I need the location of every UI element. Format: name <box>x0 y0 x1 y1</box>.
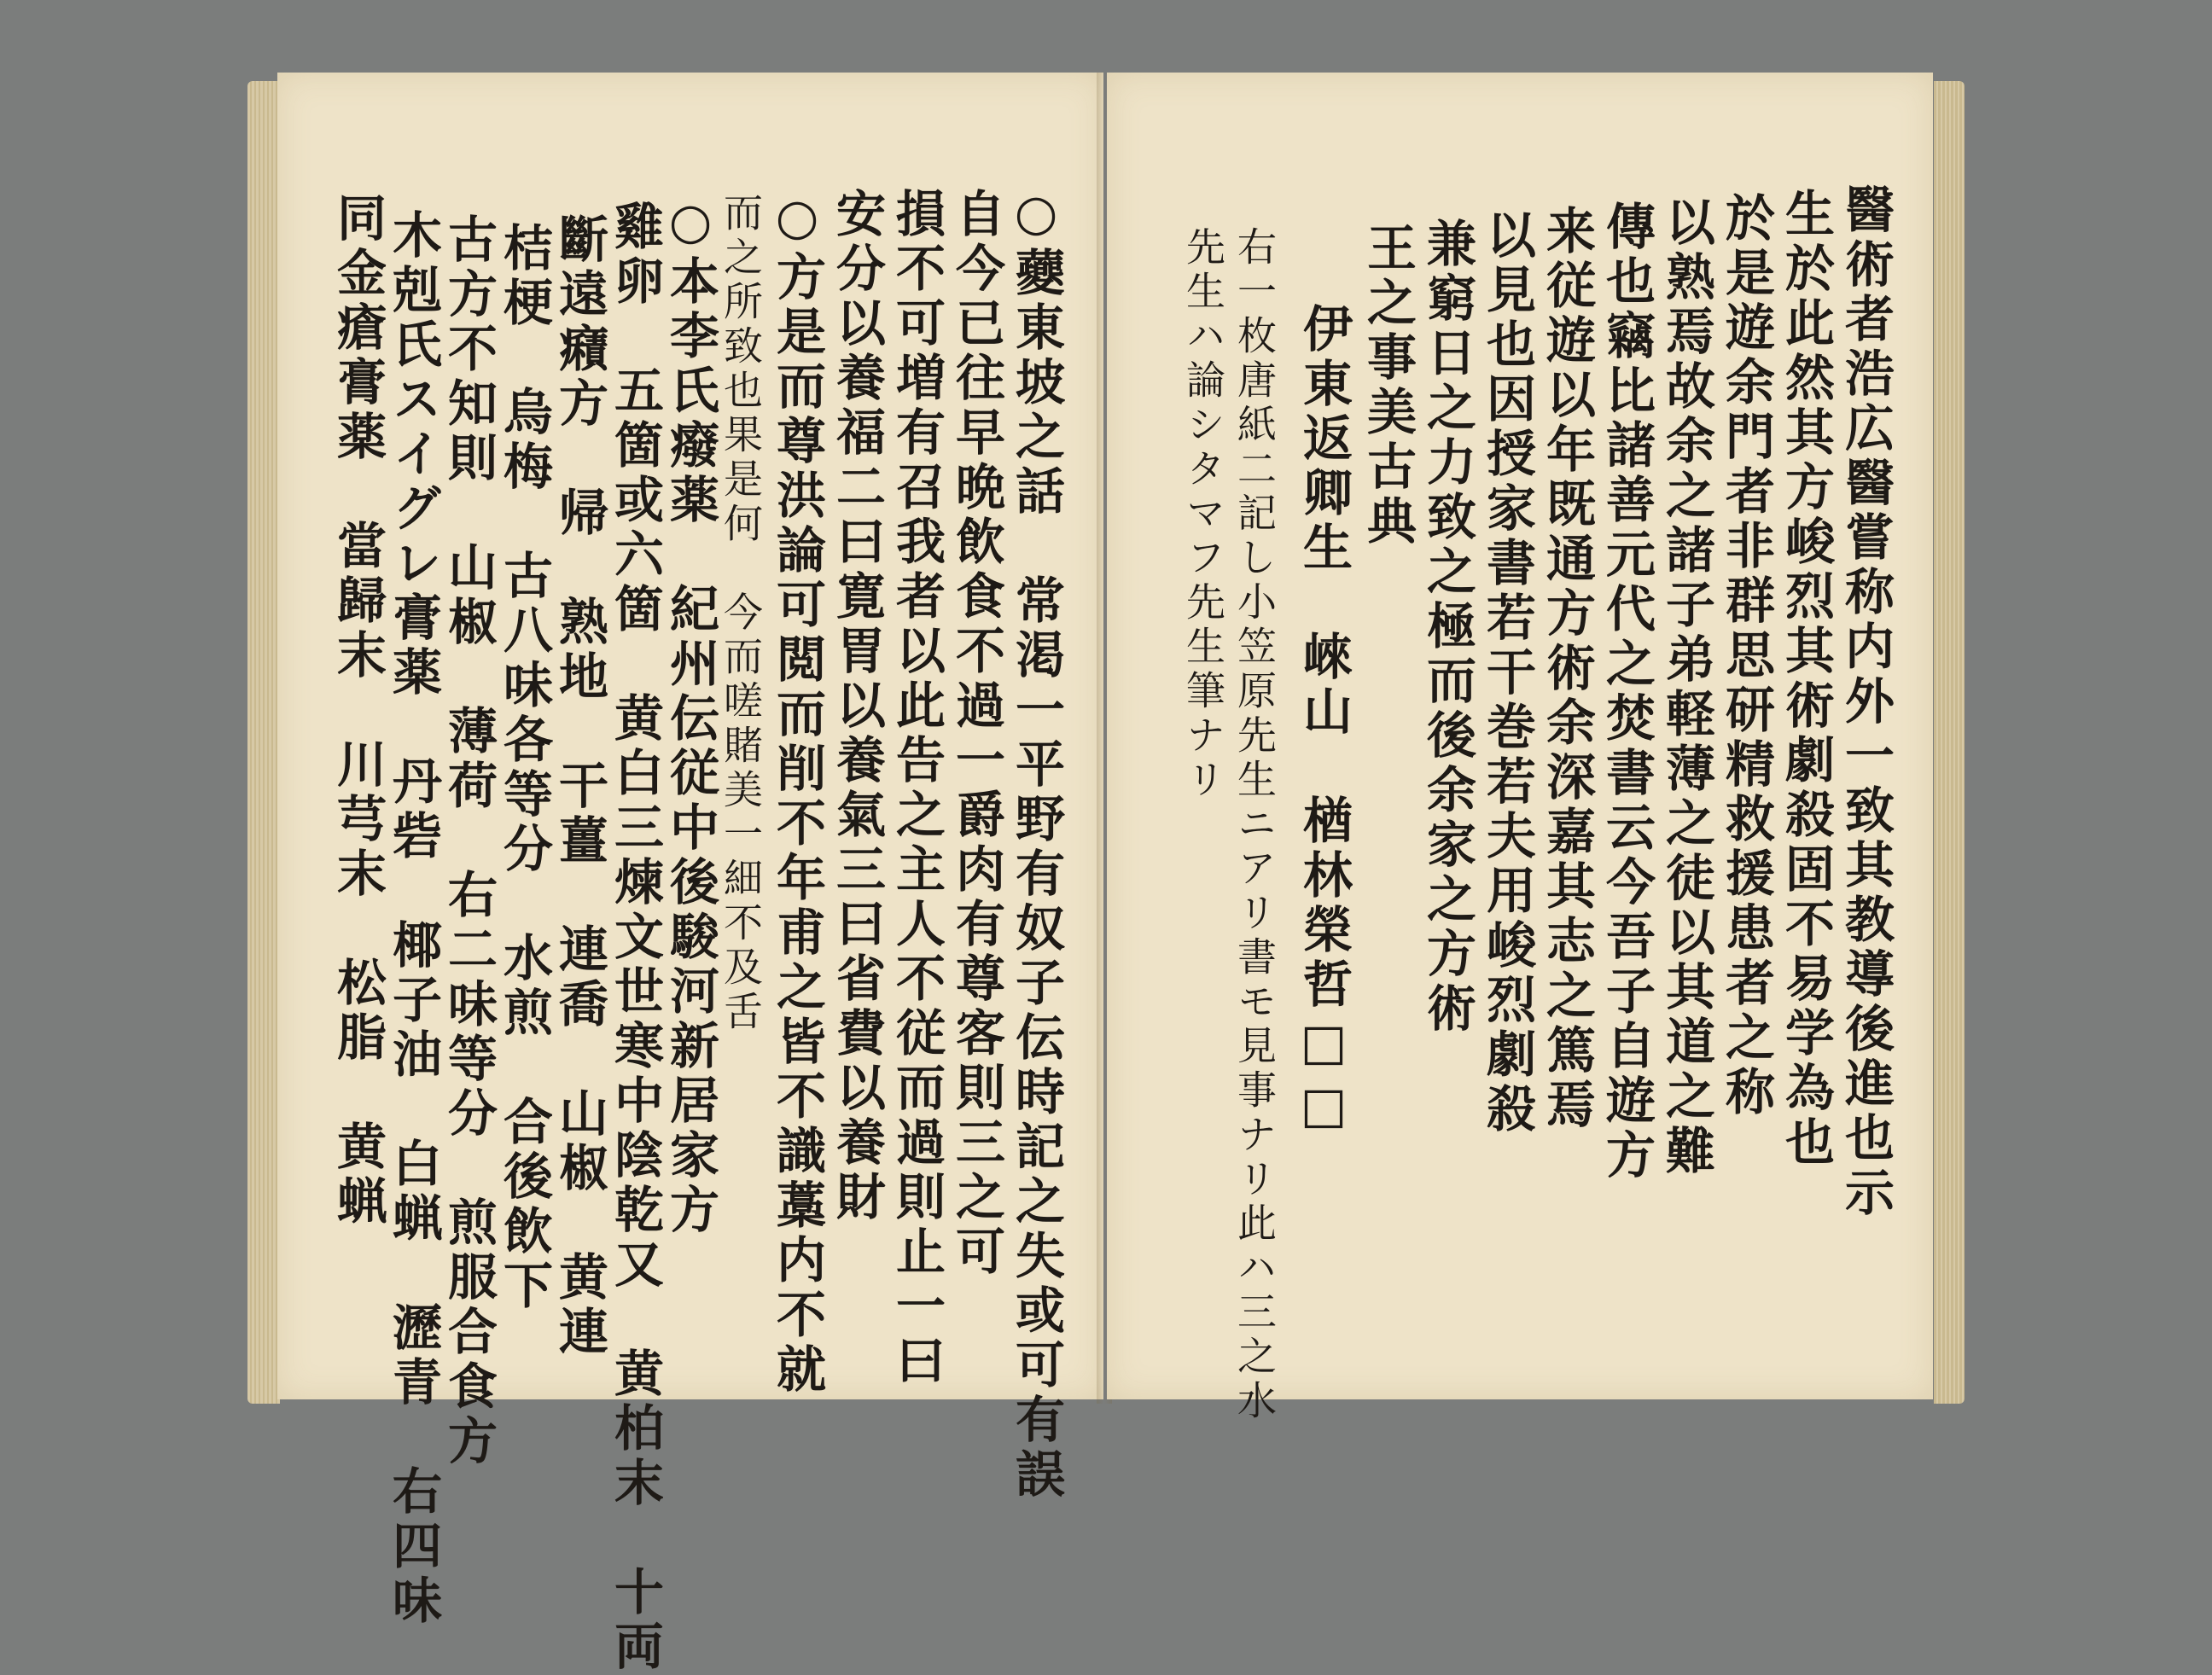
right-column-1: 醫術者浩広醫嘗称内外一致其教導後進也示 <box>1837 183 1895 1221</box>
left-column-5: ○方是而尊洪論可閲而削不年甫之皆不識藁内不就 <box>768 188 826 1398</box>
right-column-9: 王之事美古典 <box>1359 222 1417 550</box>
right-column-8: 兼窮日之力致之極而後余家之方術 <box>1418 218 1476 1037</box>
left-column-8: 雞卵 五箇或六箇 黄白三煉文世寒中陰乾又 黄柏末 十両 <box>606 201 664 1675</box>
left-column-7: ○本李氏癈薬 紀州伝従中後駿河新居家方 <box>661 192 719 1238</box>
right-column-3: 於是遊余門者非群思研精救援患者之称 <box>1717 192 1775 1120</box>
right-column-5: 傳也竊比諸善元代之焚書云今吾子自遊方 <box>1598 201 1656 1184</box>
left-column-3: 損不可増有召我者以此告之主人不従而過則止一曰 <box>888 188 946 1389</box>
left-column-1: ○蘷東坡之話 常渇一平野有奴子伝時記之失或可有誤 <box>1007 183 1065 1503</box>
left-column-13: 同金瘡膏薬 當歸末 川芎末 松脂 黄蝋 <box>329 192 387 1230</box>
book-left-edge <box>247 81 280 1404</box>
left-column-12: 木剋氏スイグレ膏薬 丹砦 椰子油 白蝋 瀝青 右四味 <box>384 209 442 1629</box>
left-column-10: 桔梗 烏梅 古八味各等分 水煎 合後飲下 <box>495 222 553 1314</box>
left-column-11: 古方不知則 山椒 薄荷 右二味等分 煎服合食方 <box>439 213 498 1469</box>
right-column-6: 来従遊以年既通方術余深嘉其志之篤焉 <box>1538 205 1596 1133</box>
left-column-4: 安分以養福二曰寛胃以養氣三曰省費以養財 <box>828 188 886 1225</box>
left-column-6: 而之所致也果是何 今而嗟賭美一細不及舌 <box>718 192 764 1035</box>
right-column-11: 右一枚唐紙二記し小笠原先生ニアリ書モ見事ナリ此ハ三之水 <box>1231 226 1278 1424</box>
open-book <box>247 73 1965 1675</box>
right-column-12: 先生ハ論シタマフ先生筆ナリ <box>1180 226 1226 803</box>
right-column-4: 以熟焉故余之諸子弟軽薄之徒以其道之難 <box>1657 196 1715 1179</box>
right-page <box>1107 73 1933 1424</box>
book-right-edge <box>1934 81 1965 1404</box>
left-page <box>277 73 1103 1675</box>
right-column-2: 生於此然其方峻烈其術劇殺固不易学為也 <box>1777 188 1835 1171</box>
left-column-2: 自今已往早晩飲食不過一爵肉有尊客則三之可 <box>947 188 1005 1280</box>
left-column-9: 斷遠癪方 帰 熟地 干薑 連喬 山椒 黄連 <box>550 213 608 1360</box>
right-column-10: 伊東返卿生 崍山 楢林榮哲□□ <box>1295 303 1353 1139</box>
right-column-7: 以見也因授家書若干巻若夫用峻烈劇殺 <box>1478 209 1536 1137</box>
